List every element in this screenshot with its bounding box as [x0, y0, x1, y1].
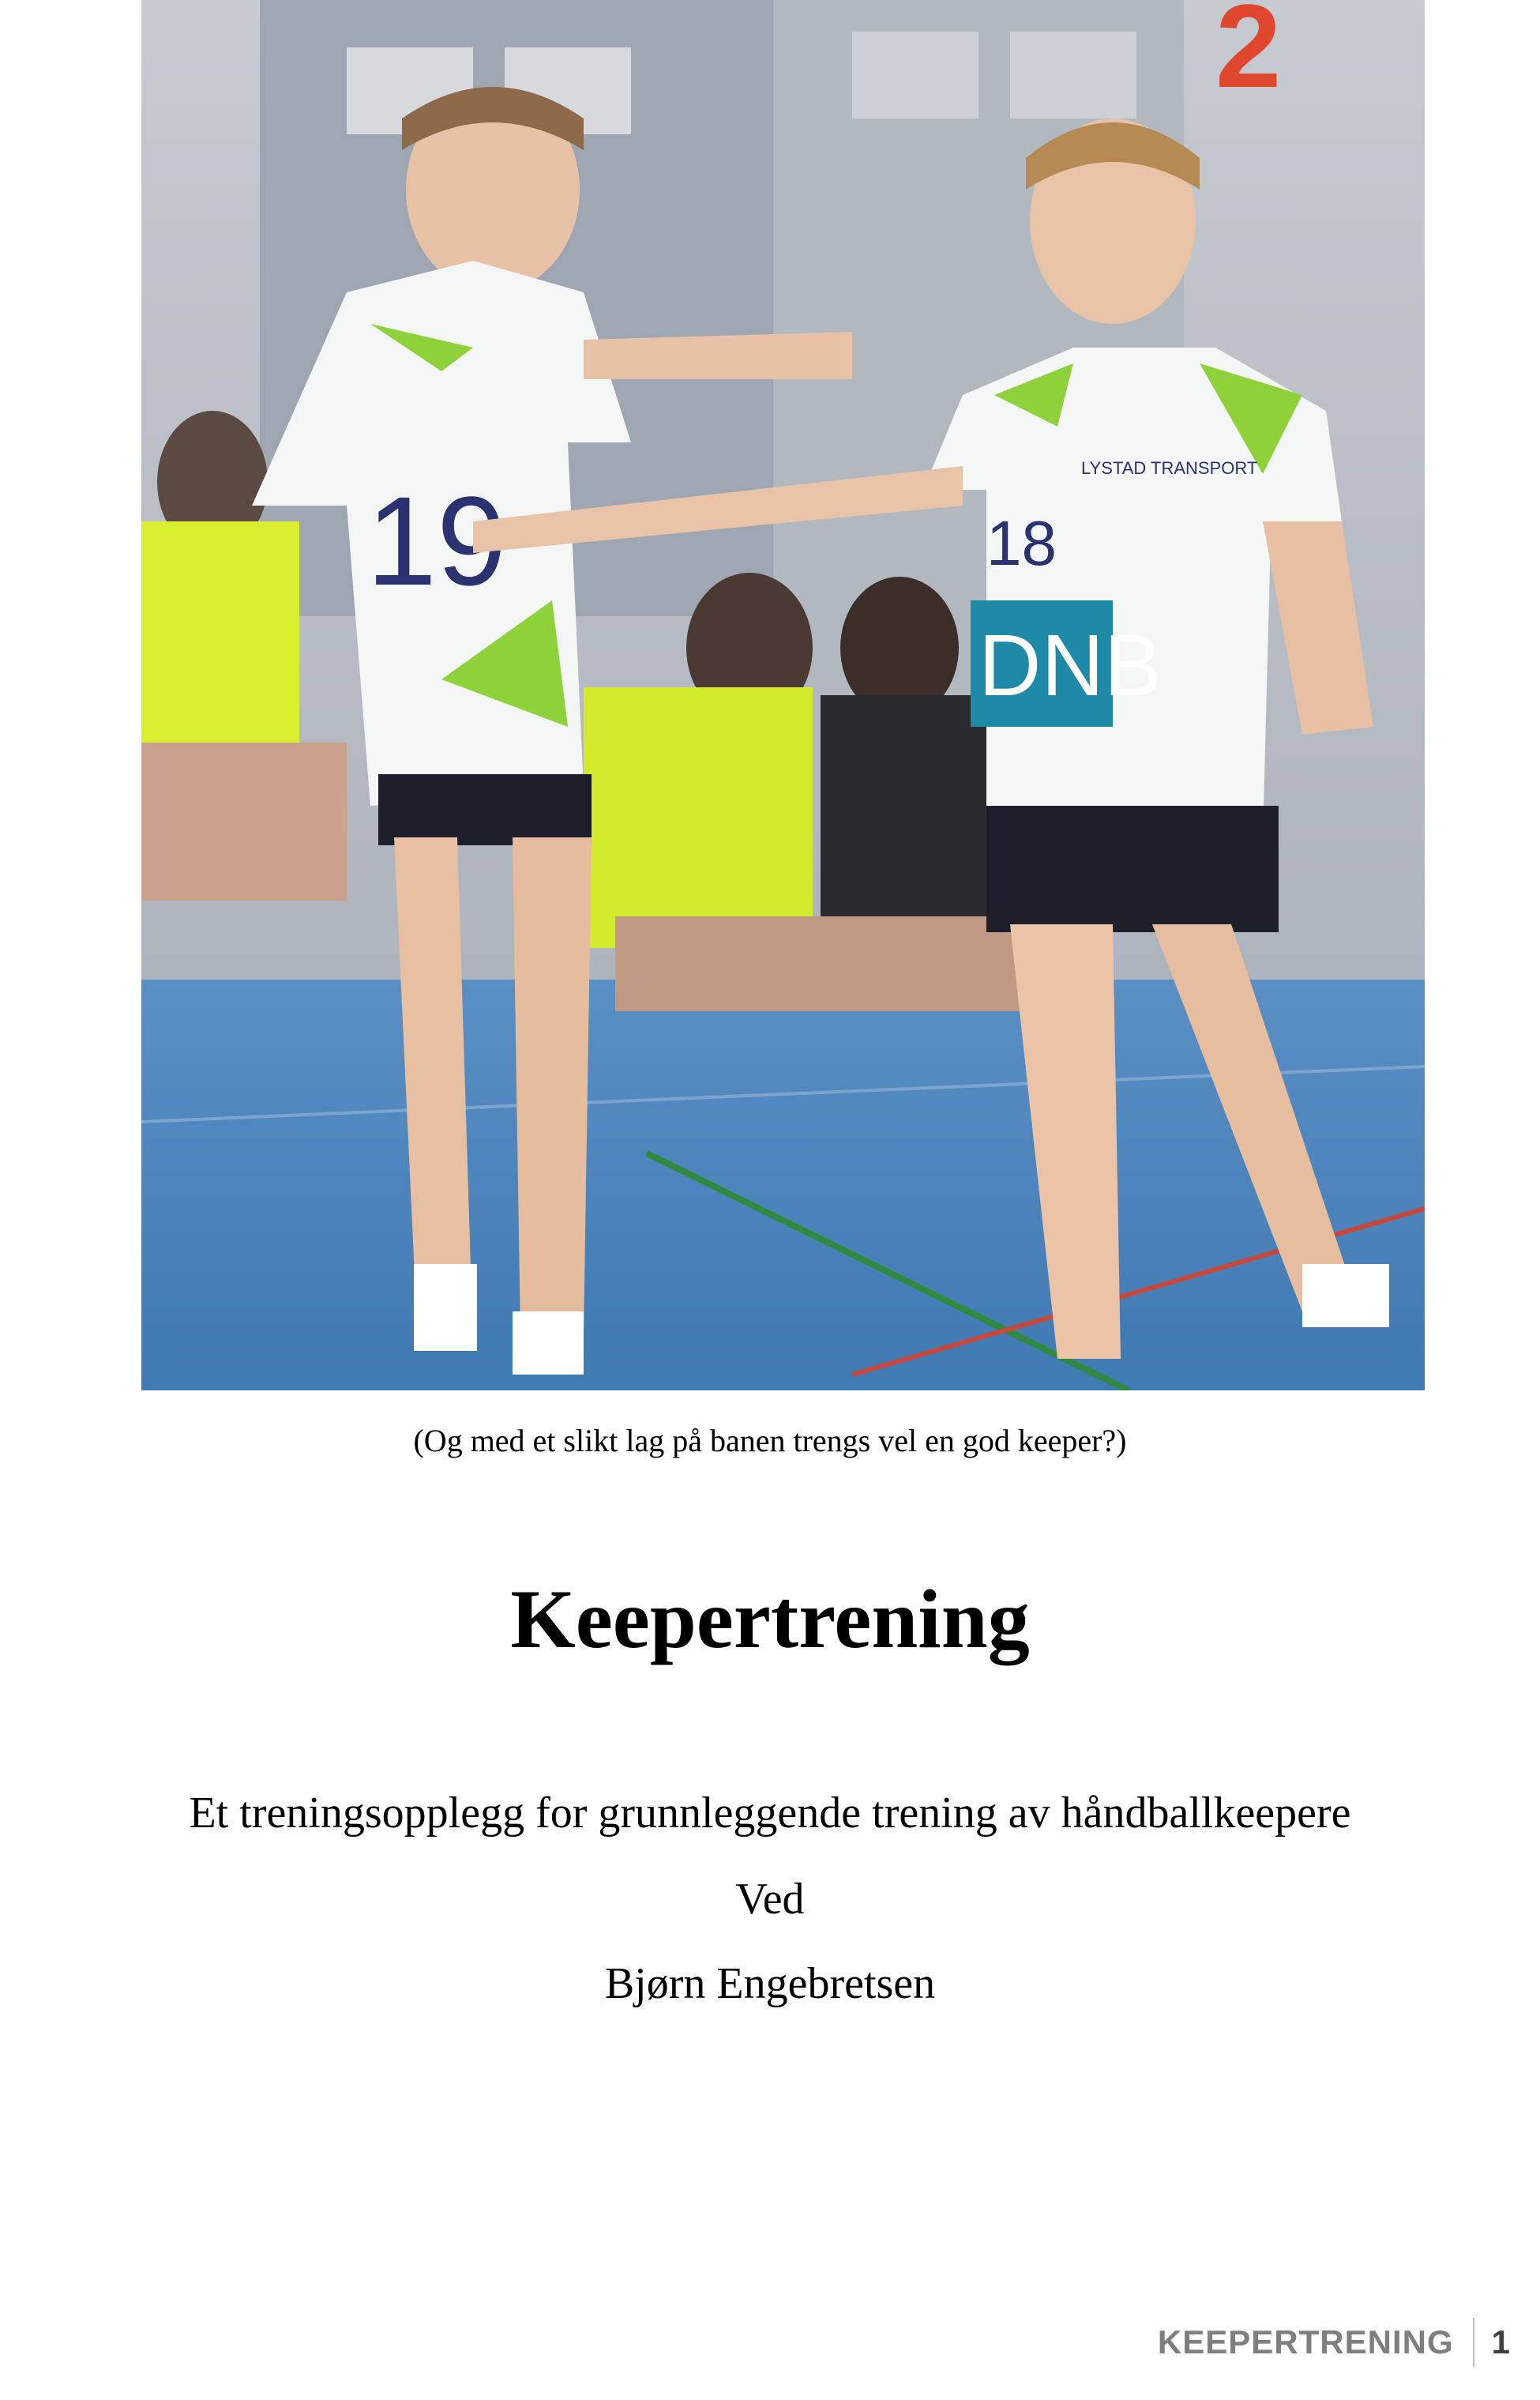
footer-title: KEEPERTRENING [1157, 2323, 1454, 2361]
left-jersey-number: 19 [366, 470, 507, 611]
sponsor-logo-text: DNB [978, 617, 1163, 714]
cover-photo-illustration [141, 0, 1425, 1390]
page-footer [1158, 2315, 1510, 2370]
right-jersey-number: 18 [986, 508, 1057, 578]
sponsor-text-2: LYSTAD TRANSPORT [1081, 458, 1258, 478]
document-subtitle: Et treningsopplegg for grunnleggende trening av håndballkeepere [189, 1789, 1351, 1838]
wall-number: 2 [1215, 0, 1282, 112]
document-title: Keepertrening [510, 1573, 1030, 1665]
photo-caption: (Og med et slikt lag på banen trengs vel en god keeper?) [413, 1423, 1127, 1458]
page-number: 1 [1491, 2323, 1510, 2361]
cover-photo [141, 0, 1425, 1390]
author-name: Bjørn Engebretsen [604, 1959, 936, 2008]
byline-label: Ved [735, 1875, 805, 1924]
